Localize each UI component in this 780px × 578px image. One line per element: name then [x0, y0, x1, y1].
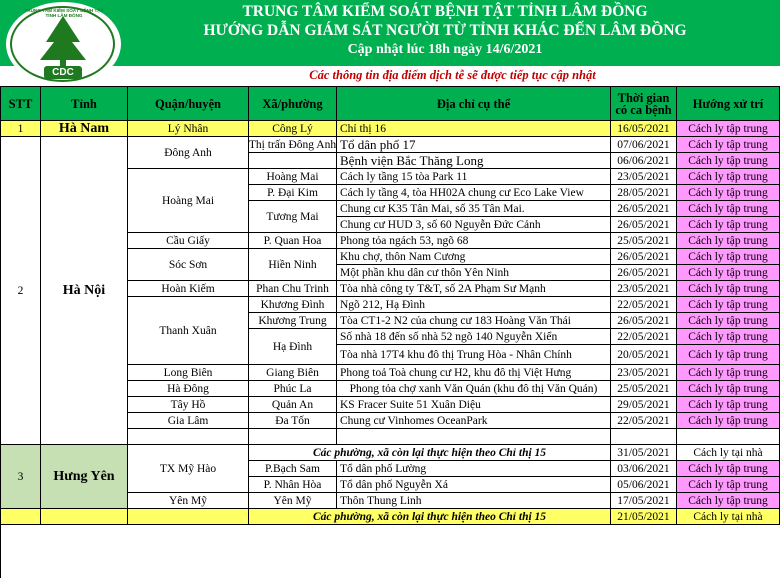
date-cell: 28/05/2021 — [611, 185, 677, 201]
address-cell: Chung cư HUD 3, số 60 Nguyễn Đức Cảnh — [337, 217, 611, 233]
col-header-stt: STT — [1, 87, 41, 121]
address-cell: Phong tỏa chợ xanh Văn Quán (khu đô thị Văn Quán) — [337, 381, 611, 397]
action-cell: Cách ly tập trung — [677, 281, 780, 297]
action-cell: Cách ly tập trung — [677, 413, 780, 429]
cdc-logo — [6, 2, 121, 86]
ward-cell: Giang Biên — [249, 365, 337, 381]
address-cell: Một phần khu dân cư thôn Yên Ninh — [337, 265, 611, 281]
province-cell — [41, 509, 128, 525]
ward-cell: P. Quan Hoa — [249, 233, 337, 249]
district-cell — [128, 509, 249, 525]
date-cell: 26/05/2021 — [611, 265, 677, 281]
address-cell: Tổ dân phố Nguyễn Xá — [337, 477, 611, 493]
action-cell: Cách ly tại nhà — [677, 509, 780, 525]
action-cell: Cách ly tập trung — [677, 313, 780, 329]
ward-cell: Tương Mai — [249, 201, 337, 233]
logo-badge: CDC — [52, 67, 74, 78]
empty-cell — [128, 429, 249, 445]
ward-cell: Thị trấn Đông Anh — [249, 137, 337, 153]
action-cell: Cách ly tập trung — [677, 345, 780, 365]
address-cell: Tòa CT1-2 N2 của chung cư 183 Hoàng Văn Thái — [337, 313, 611, 329]
action-cell: Cách ly tập trung — [677, 493, 780, 509]
action-cell: Cách ly tập trung — [677, 461, 780, 477]
ward-cell: P.Bạch Sam — [249, 461, 337, 477]
ward-cell — [249, 153, 337, 169]
date-cell: 05/06/2021 — [611, 477, 677, 493]
ward-cell: Hiền Ninh — [249, 249, 337, 281]
ward-cell: P. Đại Kim — [249, 185, 337, 201]
update-notice: Các thông tin địa điểm dịch tễ sẽ được tiếp tục cập nhật — [125, 66, 780, 85]
address-cell: Phong toả Toà chung cư H2, khu đô thị Việt Hưng — [337, 365, 611, 381]
epidemic-table — [0, 86, 780, 578]
address-cell: Chung cư K35 Tân Mai, số 35 Tân Mai. — [337, 201, 611, 217]
org-title: TRUNG TÂM KIỂM SOÁT BỆNH TẬT TỈNH LÂM ĐỒNG — [242, 3, 648, 20]
stt-cell — [1, 509, 41, 525]
district-cell: Đông Anh — [128, 137, 249, 169]
district-cell: Yên Mỹ — [128, 493, 249, 509]
action-cell: Cách ly tập trung — [677, 265, 780, 281]
address-cell: Thôn Thung Linh — [337, 493, 611, 509]
ward-cell: Yên Mỹ — [249, 493, 337, 509]
action-cell: Cách ly tập trung — [677, 169, 780, 185]
action-cell: Cách ly tập trung — [677, 185, 780, 201]
action-cell: Cách ly tập trung — [677, 121, 780, 137]
logo-text: TRUNG TÂM KIỂM SOÁT BỆNH TẬT TỈNH LÂM ĐỒNG — [24, 8, 104, 18]
address-cell: Bệnh viện Bắc Thăng Long — [337, 153, 611, 169]
date-cell: 31/05/2021 — [611, 445, 677, 461]
empty-cell — [611, 429, 677, 445]
province-cell: Hà Nội — [41, 137, 128, 445]
action-cell: Cách ly tập trung — [677, 397, 780, 413]
date-cell: 21/05/2021 — [611, 509, 677, 525]
action-cell: Cách ly tập trung — [677, 477, 780, 493]
action-cell: Cách ly tập trung — [677, 153, 780, 169]
action-cell: Cách ly tập trung — [677, 137, 780, 153]
address-cell: Tổ dân phố Lường — [337, 461, 611, 477]
ward-cell: Phan Chu Trinh — [249, 281, 337, 297]
district-cell: Cầu Giấy — [128, 233, 249, 249]
action-cell: Cách ly tại nhà — [677, 445, 780, 461]
province-cell: Hà Nam — [41, 121, 128, 137]
district-cell: TX Mỹ Hào — [128, 445, 249, 493]
ward-cell: P. Nhân Hòa — [249, 477, 337, 493]
district-cell: Gia Lâm — [128, 413, 249, 429]
district-cell: Hà Đông — [128, 381, 249, 397]
date-cell: 26/05/2021 — [611, 313, 677, 329]
address-cell: Phong tỏa ngách 53, ngõ 68 — [337, 233, 611, 249]
date-cell: 23/05/2021 — [611, 169, 677, 185]
col-header-ward: Xã/phường — [249, 87, 337, 121]
col-header-province: Tỉnh — [41, 87, 128, 121]
address-cell: Tòa nhà 17T4 khu đô thị Trung Hòa - Nhân Chính — [337, 345, 611, 365]
district-cell: Tây Hồ — [128, 397, 249, 413]
col-header-address: Địa chỉ cụ thể — [337, 87, 611, 121]
ward-cell: Phúc La — [249, 381, 337, 397]
col-header-date: Thời gian có ca bệnh — [611, 87, 677, 121]
action-cell: Cách ly tập trung — [677, 365, 780, 381]
stt-cell: 1 — [1, 121, 41, 137]
ward-cell: Công Lý — [249, 121, 337, 137]
address-cell: Tổ dân phố 17 — [337, 137, 611, 153]
ward-cell: Hoàng Mai — [249, 169, 337, 185]
address-cell: Chung cư Vinhomes OceanPark — [337, 413, 611, 429]
date-cell: 03/06/2021 — [611, 461, 677, 477]
district-cell: Sóc Sơn — [128, 249, 249, 281]
date-cell: 26/05/2021 — [611, 201, 677, 217]
ward-cell: Đa Tốn — [249, 413, 337, 429]
action-cell: Cách ly tập trung — [677, 381, 780, 397]
guide-title: HƯỚNG DẪN GIÁM SÁT NGƯỜI TỪ TỈNH KHÁC ĐẾN LÂM ĐỒNG — [203, 22, 687, 39]
date-cell: 25/05/2021 — [611, 233, 677, 249]
address-cell: Cách ly tầng 15 tòa Park 11 — [337, 169, 611, 185]
district-cell: Lý Nhân — [128, 121, 249, 137]
ward-cell: Hạ Đình — [249, 329, 337, 365]
ward-cell: Quản An — [249, 397, 337, 413]
date-cell: 22/05/2021 — [611, 329, 677, 345]
action-cell: Cách ly tập trung — [677, 297, 780, 313]
address-cell: Số nhà 18 đến số nhà 52 ngõ 140 Nguyễn Xiển — [337, 329, 611, 345]
address-cell: Tòa nhà công ty T&T, số 2A Phạm Sư Mạnh — [337, 281, 611, 297]
district-cell: Hoàng Mai — [128, 169, 249, 233]
date-cell: 29/05/2021 — [611, 397, 677, 413]
district-cell: Hoàn Kiếm — [128, 281, 249, 297]
col-header-action: Hướng xử trí — [677, 87, 780, 121]
ward-cell: Khương Trung — [249, 313, 337, 329]
action-cell: Cách ly tập trung — [677, 201, 780, 217]
date-cell: 22/05/2021 — [611, 297, 677, 313]
action-cell: Cách ly tập trung — [677, 329, 780, 345]
date-cell: 20/05/2021 — [611, 345, 677, 365]
address-cell: Ngõ 212, Hạ Đình — [337, 297, 611, 313]
address-cell: Các phường, xã còn lại thực hiện theo Chỉ thị 15 — [249, 509, 611, 525]
action-cell: Cách ly tập trung — [677, 217, 780, 233]
district-cell: Thanh Xuân — [128, 297, 249, 365]
date-cell: 23/05/2021 — [611, 365, 677, 381]
col-header-district: Quận/huyện — [128, 87, 249, 121]
date-cell: 26/05/2021 — [611, 249, 677, 265]
empty-cell — [677, 429, 780, 445]
action-cell: Cách ly tập trung — [677, 233, 780, 249]
address-cell: Cách ly tầng 4, tòa HH02A chung cư Eco Lake View — [337, 185, 611, 201]
district-cell: Long Biên — [128, 365, 249, 381]
address-cell: Các phường, xã còn lại thực hiện theo Chỉ thị 15 — [249, 445, 611, 461]
province-cell: Hưng Yên — [41, 445, 128, 509]
date-cell: 16/05/2021 — [611, 121, 677, 137]
date-cell: 26/05/2021 — [611, 217, 677, 233]
address-cell: Khu chợ, thôn Nam Cương — [337, 249, 611, 265]
date-cell: 25/05/2021 — [611, 381, 677, 397]
date-cell: 23/05/2021 — [611, 281, 677, 297]
address-cell: KS Fracer Suite 51 Xuân Diệu — [337, 397, 611, 413]
date-cell: 07/06/2021 — [611, 137, 677, 153]
empty-cell — [249, 429, 337, 445]
action-cell: Cách ly tập trung — [677, 249, 780, 265]
stt-cell: 3 — [1, 445, 41, 509]
update-time: Cập nhật lúc 18h ngày 14/6/2021 — [347, 42, 543, 57]
date-cell: 06/06/2021 — [611, 153, 677, 169]
ward-cell: Khương Đình — [249, 297, 337, 313]
stt-cell: 2 — [1, 137, 41, 445]
date-cell: 17/05/2021 — [611, 493, 677, 509]
address-cell: Chỉ thị 16 — [337, 121, 611, 137]
empty-cell — [337, 429, 611, 445]
date-cell: 22/05/2021 — [611, 413, 677, 429]
